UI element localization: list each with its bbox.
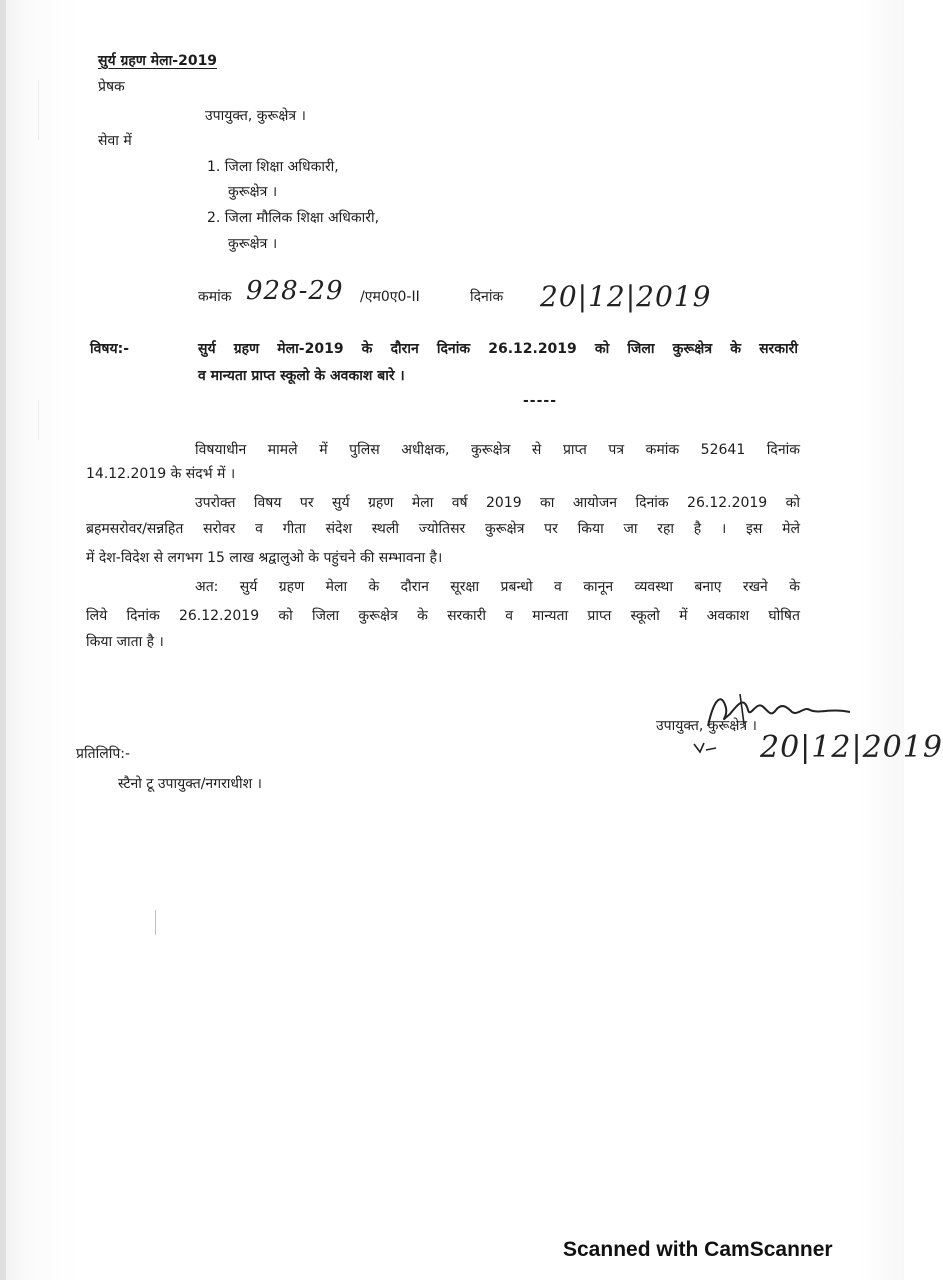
scan-mark <box>38 80 39 140</box>
subject-line-1: सुर्य ग्रहण मेला-2019 के दौरान दिनांक 26.12.2019 को जिला कुरूक्षेत्र के सरकारी <box>198 341 798 357</box>
recipient-2-line1: 2. जिला मौलिक शिक्षा अधिकारी, <box>207 210 380 226</box>
separator: ----- <box>523 393 558 409</box>
paragraph-3-line-2: लिये दिनांक 26.12.2019 को जिला कुरूक्षेत्र के सरकारी व मान्यता प्राप्त स्कूलो में अवकाश घोषित <box>86 608 800 624</box>
kramank-value: 928-29 <box>246 276 344 306</box>
date-value: 20|12|2019 <box>540 280 712 313</box>
paragraph-3-line-3: किया जाता है । <box>86 634 164 650</box>
to-label: सेवा में <box>98 133 132 149</box>
paragraph-1-line-1: विषयाधीन मामले में पुलिस अधीक्षक, कुरूक्षेत्र से प्राप्त पत्र कमांक 52641 दिनांक <box>195 442 800 458</box>
paragraph-2-line-3: में देश-विदेश से लगभग 15 लाख श्रद्वालुओ के पहुंचने की सम्भावना है। <box>86 550 443 566</box>
sender: उपायुक्त, कुरूक्षेत्र । <box>205 108 306 124</box>
left-shadow <box>0 0 6 1280</box>
subject-label: विषय:- <box>90 341 130 357</box>
initial-mark <box>692 740 718 754</box>
scan-mark <box>155 910 156 935</box>
copy-label: प्रतिलिपि:- <box>76 746 131 762</box>
paragraph-3-line-1: अत: सुर्य ग्रहण मेला के दौरान सूरक्षा प्रबन्धो व कानून व्यवस्था बनाए रखने के <box>195 579 800 595</box>
paragraph-2-line-2: ब्रहमसरोवर/सन्नहित सरोवर व गीता संदेश स्थली ज्योतिसर कुरूक्षेत्र पर किया जा रहा है । इस मेले <box>86 521 800 537</box>
copy-recipient: स्टैनो टू उपायुक्त/नगराधीश । <box>118 776 262 792</box>
camscanner-watermark: Scanned with CamScanner <box>563 1238 833 1261</box>
paragraph-2-line-1: उपरोक्त विषय पर सुर्य ग्रहण मेला वर्ष 2019 का आयोजन दिनांक 26.12.2019 को <box>195 495 800 511</box>
kramank-label: कमांक <box>198 289 232 305</box>
subject-line-2: व मान्यता प्राप्त स्कूलो के अवकाश बारे । <box>198 368 405 384</box>
recipient-2-line2: कुरूक्षेत्र । <box>228 236 278 252</box>
letter-heading: सुर्य ग्रहण मेला-2019 <box>98 53 218 69</box>
sender-label: प्रेषक <box>98 79 125 95</box>
reference-suffix: /एम0ए0-II <box>360 289 420 305</box>
signature-date: 20|12|2019 <box>760 730 943 765</box>
signatory: उपायुक्त, कुरूक्षेत्र । <box>656 718 757 734</box>
recipient-1-line2: कुरूक्षेत्र । <box>228 184 278 200</box>
scan-mark <box>38 400 39 440</box>
paragraph-1-line-2: 14.12.2019 के संदर्भ में । <box>86 466 236 482</box>
recipient-1-line1: 1. जिला शिक्षा अधिकारी, <box>207 159 339 175</box>
date-label: दिनांक <box>470 289 504 305</box>
